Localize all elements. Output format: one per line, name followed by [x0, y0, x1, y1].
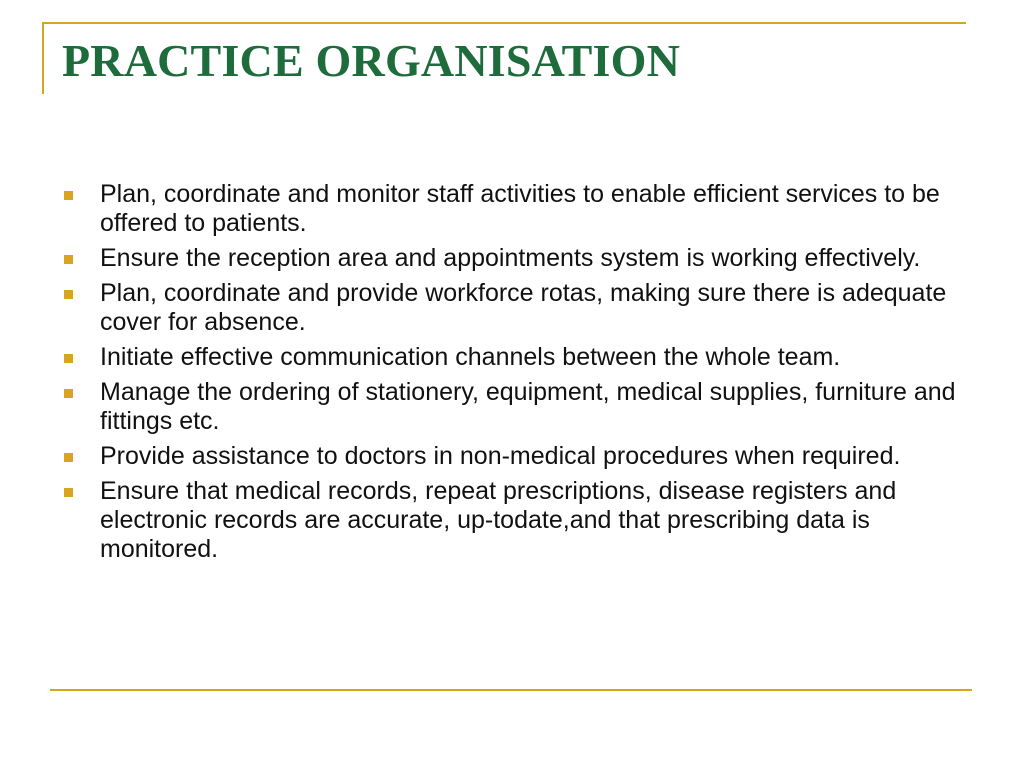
bullet-item [62, 244, 962, 273]
bullet-item [62, 378, 962, 436]
slide-title: PRACTICE ORGANISATION [62, 35, 681, 86]
bullet-text: Ensure that medical records, repeat prescriptions, disease registers and electronic records are accurate, up-todate,and that prescribing data is monitored. [100, 477, 897, 563]
bullet-text: Ensure the reception area and appointments system is working effectively. [100, 244, 921, 272]
square-bullet-icon [64, 389, 73, 398]
square-bullet-icon [64, 354, 73, 363]
bullet-item [62, 442, 962, 471]
bullet-item [62, 279, 962, 337]
bottom-divider-line [50, 689, 972, 691]
square-bullet-icon [64, 191, 73, 200]
bullet-item [62, 477, 962, 564]
square-bullet-icon [64, 488, 73, 497]
square-bullet-icon [64, 255, 73, 264]
title-accent-top-line [42, 22, 966, 24]
bullet-text: Plan, coordinate and monitor staff activities to enable efficient services to be offered to patients. [100, 180, 940, 237]
bullet-text: Plan, coordinate and provide workforce rotas, making sure there is adequate cover for absence. [100, 279, 947, 336]
bullet-text: Initiate effective communication channels between the whole team. [100, 343, 841, 371]
bullet-text: Manage the ordering of stationery, equipment, medical supplies, furniture and fittings etc. [100, 378, 956, 435]
bullet-item [62, 180, 962, 238]
square-bullet-icon [64, 453, 73, 462]
title-accent-vertical-line [42, 22, 44, 94]
square-bullet-icon [64, 290, 73, 299]
bullet-item [62, 343, 962, 372]
bullet-list [62, 180, 962, 570]
bullet-text: Provide assistance to doctors in non-medical procedures when required. [100, 442, 901, 470]
